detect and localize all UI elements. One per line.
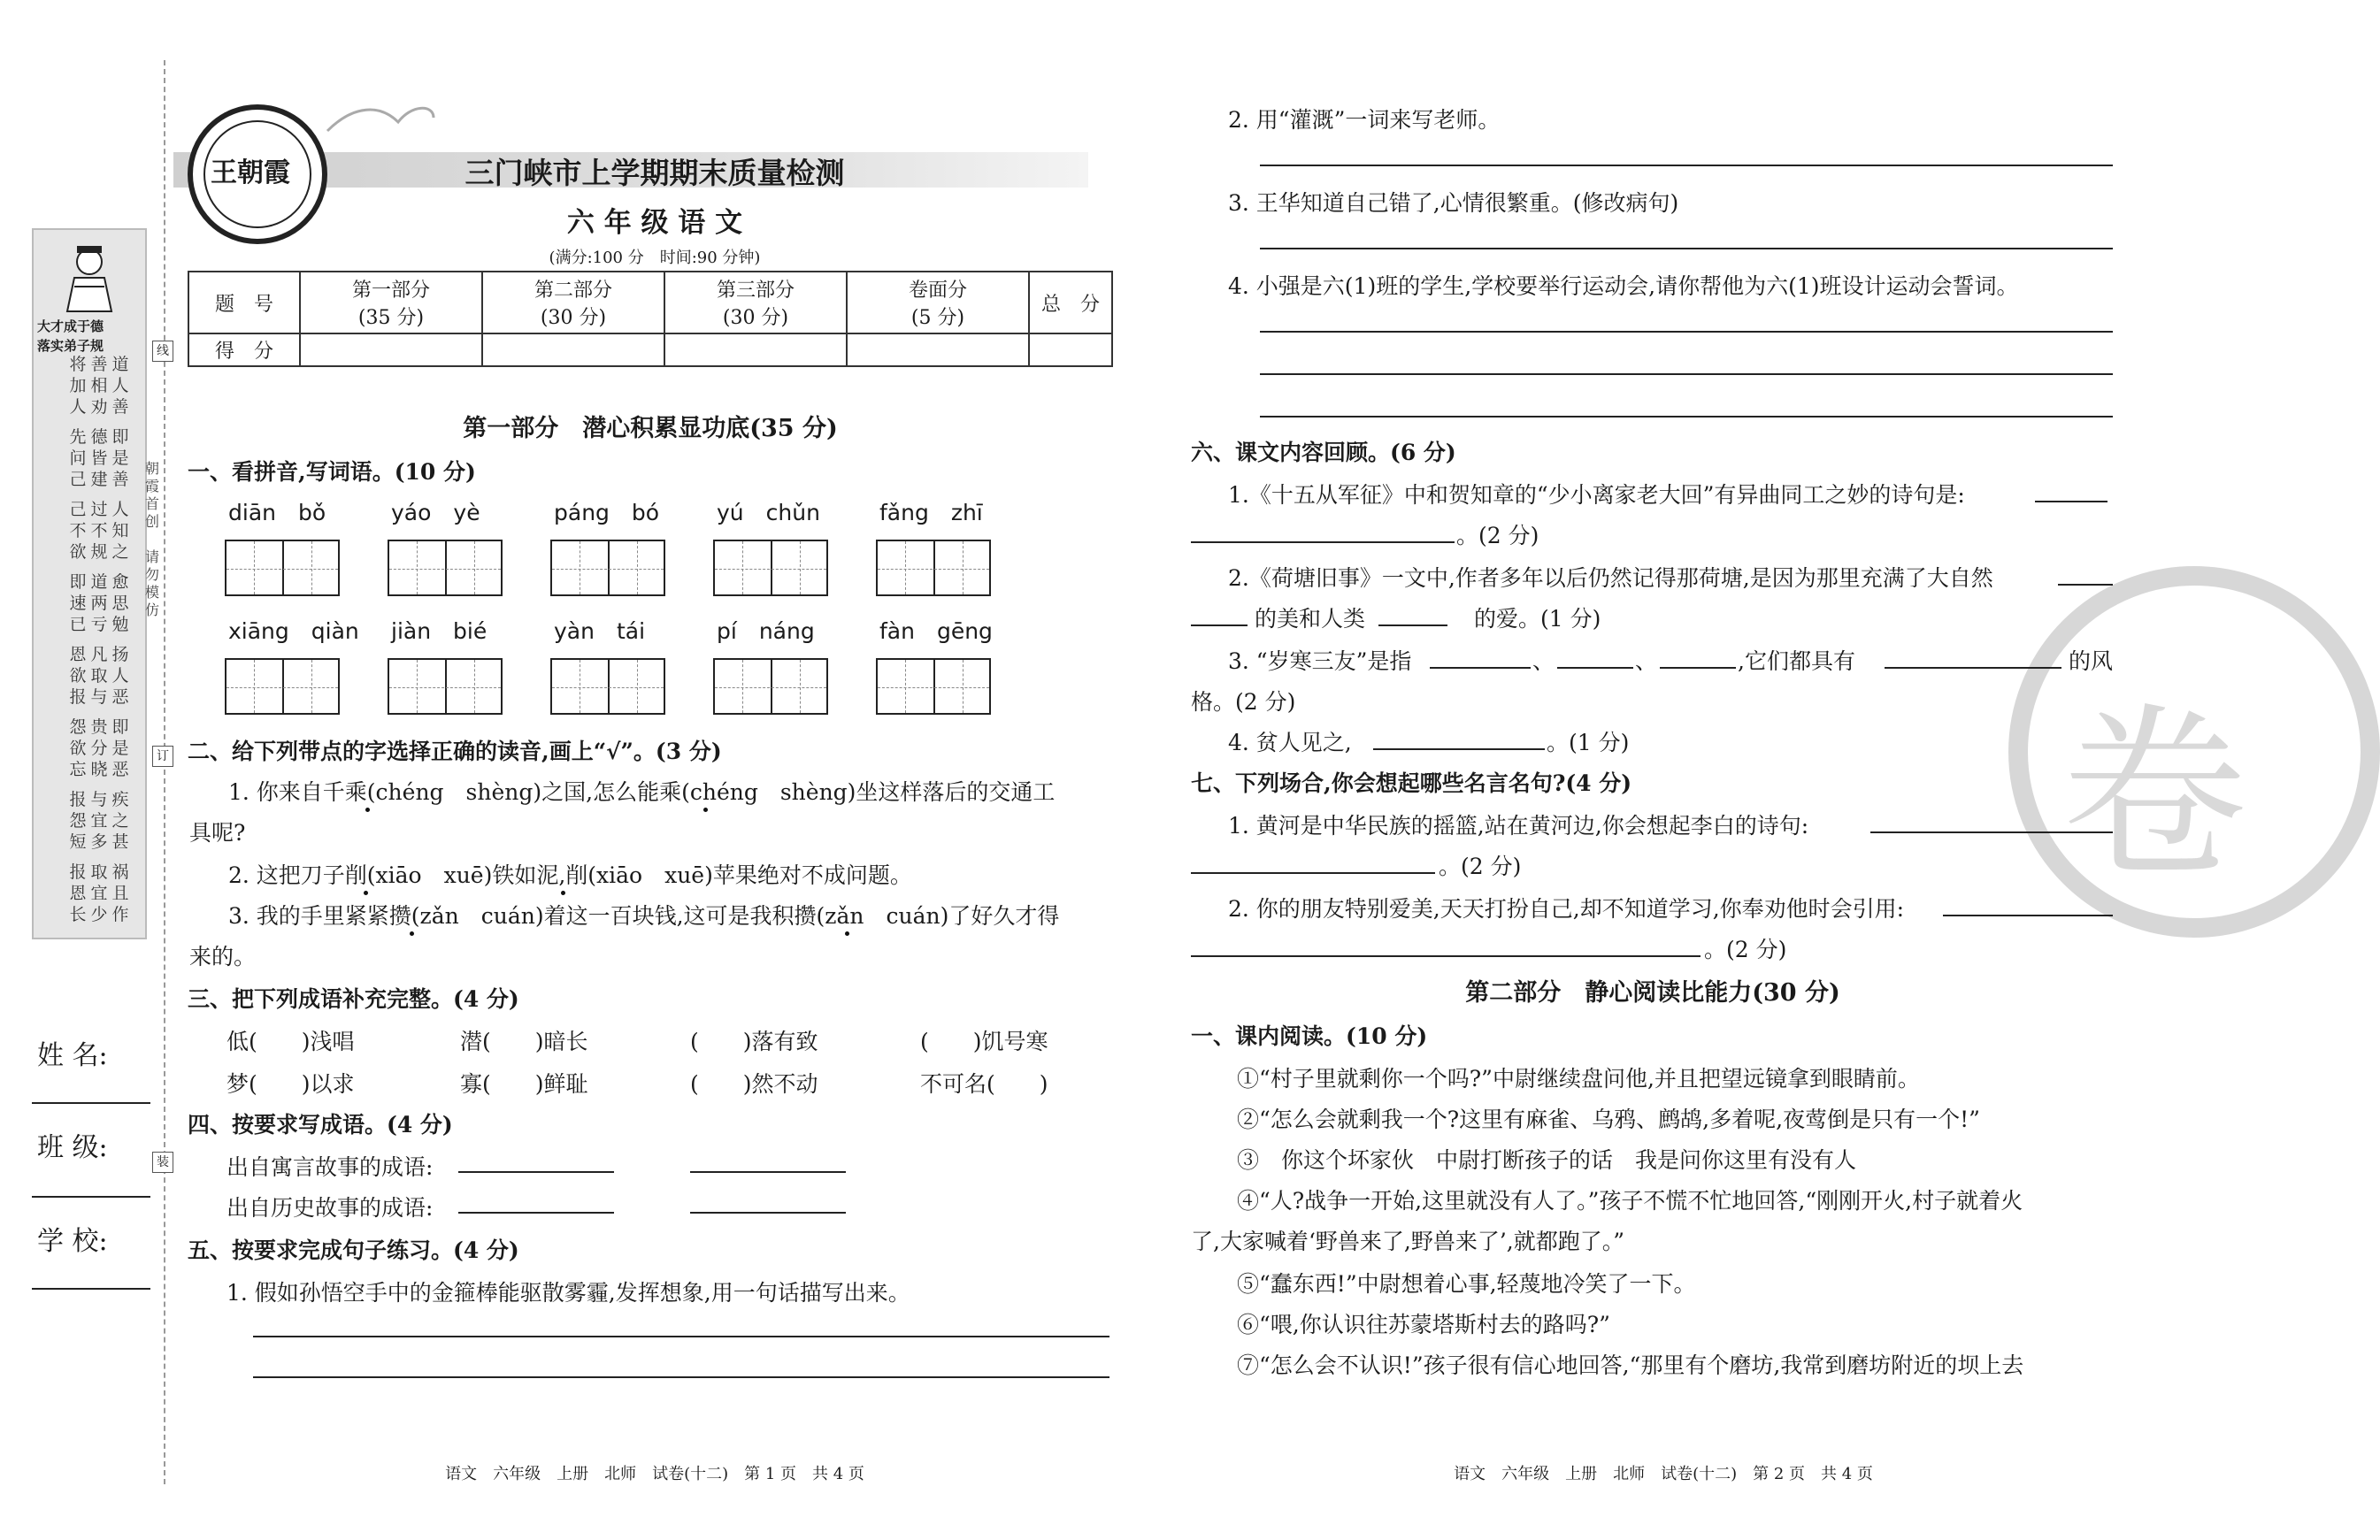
motto-caption-2: 落实弟子规 (37, 338, 104, 354)
name-field[interactable] (32, 1102, 150, 1104)
motto-panel (32, 228, 147, 939)
reading-paragraph: ①“村子里就剩你一个吗?”中尉继续盘问他,并且把望远镜拿到眼睛前。 (1237, 1066, 1920, 1092)
motto-text: 将加人 (69, 355, 87, 417)
pinyin-label: yàn tái (554, 618, 646, 644)
idiom-item: ( )落有致 (690, 1029, 818, 1054)
writing-grid[interactable] (225, 658, 340, 715)
score-cell[interactable] (482, 333, 664, 366)
answer-line[interactable] (458, 1212, 614, 1214)
ribbon-icon (319, 96, 442, 149)
reading-paragraph: 了,大家喊着‘野兽来了,野兽来了’,就都跑了。” (1191, 1229, 1625, 1254)
motto-text: 扬人恶 (111, 645, 129, 707)
cut-mark-1: 线 (152, 341, 173, 362)
answer-line[interactable] (1557, 667, 1633, 669)
motto-text: 德皆建 (90, 427, 108, 489)
section3-title: 三、把下列成语补充完整。(4 分) (188, 986, 519, 1012)
writing-grid[interactable] (713, 540, 828, 596)
motto-text: 过不规 (90, 500, 108, 562)
motto-text: 即是善 (111, 427, 129, 489)
answer-line[interactable] (253, 1336, 1109, 1337)
answer-line[interactable] (1260, 165, 2113, 166)
score-cell[interactable] (664, 333, 847, 366)
motto-text: 取宜少 (90, 862, 108, 924)
writing-grid[interactable] (225, 540, 340, 596)
reading-paragraph: ②“怎么会就剩我一个?这里有麻雀、乌鸦、鹧鸪,多着呢,夜莺倒是只有一个!” (1237, 1107, 1980, 1132)
answer-line[interactable] (690, 1171, 846, 1173)
pinyin-label: yáo yè (391, 500, 480, 525)
motto-text: 善相劝 (90, 355, 108, 417)
score-table (188, 271, 1113, 367)
idiom-item: 低( )浅唱 (226, 1029, 355, 1054)
reading-paragraph: ⑥“喂,你认识往苏蒙塔斯村去的路吗?” (1237, 1312, 1610, 1337)
name-label: 姓 名: (37, 1040, 108, 1071)
r-question-4: 4. 小强是六(1)班的学生,学校要举行运动会,请你帮他为六(1)班设计运动会誓词。 (1228, 273, 2019, 299)
answer-line[interactable] (1660, 667, 1736, 669)
writing-grid[interactable] (876, 540, 991, 596)
writing-grid[interactable] (550, 540, 665, 596)
s6-question-3: 3. “岁寒三友”是指 (1228, 648, 1412, 674)
s6-question-2-cont: 的美和人类 (1255, 606, 1366, 632)
pinyin-label: yú chǔn (717, 500, 820, 525)
score-cell[interactable] (1029, 333, 1112, 366)
motto-text: 祸且作 (111, 862, 129, 924)
exam-meta: (满分:100 分 时间:90 分钟) (549, 249, 761, 267)
answer-line[interactable] (1191, 624, 1248, 626)
idiom-item: ( )饥号寒 (920, 1029, 1048, 1054)
pinyin-label: xiāng qiàn (228, 618, 359, 644)
motto-text: 与宜多 (90, 790, 108, 852)
cut-mark-3: 装 (152, 1152, 173, 1173)
motto-text: 贵分晓 (90, 717, 108, 779)
section7-title: 七、下列场合,你会想起哪些名言名句?(4 分) (1191, 770, 1632, 796)
score-row-label: 得 分 (188, 333, 300, 366)
answer-line[interactable] (1378, 624, 1447, 626)
motto-text: 道人善 (111, 355, 129, 417)
school-label: 学 校: (37, 1226, 108, 1257)
section5-title: 五、按要求完成句子练习。(4 分) (188, 1237, 519, 1263)
section6-title: 六、课文内容回顾。(6 分) (1191, 440, 1456, 465)
answer-line[interactable] (1373, 748, 1545, 750)
motto-text: 恩欲报 (69, 645, 87, 707)
emphasis-dot (561, 891, 565, 895)
s6-question-4: 4. 贫人见之, (1228, 730, 1352, 755)
logo-text: 王朝霞 (211, 157, 290, 188)
s2-question-3: 3. 我的手里紧紧攒(zǎn cuán)着这一百块钱,这可是我积攒(zǎn cuán)了好久才得 (228, 903, 1060, 929)
separator-text: 、 (1532, 648, 1555, 674)
score-header-cell: 第三部分 (30 分) (664, 272, 847, 333)
answer-line[interactable] (253, 1376, 1109, 1378)
s7-question-2: 2. 你的朋友特别爱美,天天打扮自己,却不知道学习,你奉劝他时会引用: (1228, 896, 1905, 922)
pinyin-label: pí náng (717, 618, 815, 644)
emphasis-dot (703, 808, 708, 812)
motto-text: 报怨短 (69, 790, 87, 852)
watermark-seal-text: 卷 (2061, 686, 2248, 903)
answer-line[interactable] (1870, 831, 2113, 833)
motto-text: 凡取与 (90, 645, 108, 707)
footer-left: 语文 六年级 上册 北师 试卷(十二) 第 1 页 共 4 页 (445, 1465, 864, 1483)
reading-paragraph: ③ 你这个坏家伙 中尉打断孩子的话 我是问你这里有没有人 (1237, 1147, 1857, 1173)
answer-line[interactable] (458, 1171, 614, 1173)
writing-grid[interactable] (550, 658, 665, 715)
motto-text: 道两亏 (90, 572, 108, 634)
answer-line[interactable] (1191, 541, 1455, 543)
exam-subject: 六 年 级 语 文 (566, 207, 743, 239)
reading-title: 一、课内阅读。(10 分) (1191, 1023, 1428, 1049)
writing-grid[interactable] (388, 540, 503, 596)
s4-question-2: 出自历史故事的成语: (226, 1195, 434, 1221)
motto-text: 先问己 (69, 427, 87, 489)
s6-question-3-cont: 格。(2 分) (1191, 689, 1296, 715)
class-label: 班 级: (37, 1132, 108, 1163)
score-header-cell: 总 分 (1029, 272, 1112, 333)
score-header-cell: 题 号 (188, 272, 300, 333)
school-field[interactable] (32, 1288, 150, 1290)
side-note-1: 朝霞首创 (144, 460, 159, 530)
separator-text: 、 (1635, 648, 1658, 674)
answer-line[interactable] (1260, 248, 2113, 249)
writing-grid[interactable] (388, 658, 503, 715)
idiom-item: 潜( )暗长 (460, 1029, 588, 1054)
motto-text: 己不欲 (69, 500, 87, 562)
score-header-cell: 第二部分 (30 分) (482, 272, 664, 333)
pinyin-label: fàn gēng (879, 618, 993, 644)
emphasis-dot (365, 808, 370, 812)
answer-line[interactable] (2058, 584, 2113, 586)
answer-line[interactable] (1885, 667, 2061, 669)
motto-text: 怨欲忘 (69, 717, 87, 779)
motto-text: 即是恶 (111, 717, 129, 779)
answer-line[interactable] (1943, 915, 2113, 916)
motto-text: 即速已 (69, 572, 87, 634)
r-question-2: 2. 用“灌溉”一词来写老师。 (1228, 107, 1501, 133)
answer-line[interactable] (1260, 331, 2113, 333)
s6-question-1: 1.《十五从军征》中和贺知章的“少小离家老大回”有异曲同工之妙的诗句是: (1228, 482, 1965, 508)
s6-question-1-cont: 。(2 分) (1456, 523, 1539, 548)
s6-question-2: 2.《荷塘旧事》一文中,作者多年以后仍然记得那荷塘,是因为那里充满了大自然 (1228, 565, 1993, 591)
reading-paragraph: ⑦“怎么会不认识!”孩子很有信心地回答,“那里有个磨坊,我常到磨坊附近的坝上去 (1237, 1352, 2024, 1378)
answer-line[interactable] (1260, 416, 2113, 418)
idiom-item: 不可名( ) (920, 1071, 1048, 1097)
score-cell[interactable] (847, 333, 1029, 366)
reading-paragraph: ⑤“蠢东西!”中尉想着心事,轻蔑地冷笑了一下。 (1237, 1271, 1696, 1297)
s6-question-2-end: 的爱。(1 分) (1474, 606, 1601, 632)
s6-question-4-end: 。(1 分) (1547, 730, 1630, 755)
answer-line[interactable] (2035, 501, 2107, 502)
part1-heading: 第一部分 潜心积累显功底(35 分) (463, 415, 838, 442)
pinyin-label: jiàn bié (391, 618, 488, 644)
s4-question-1: 出自寓言故事的成语: (226, 1154, 434, 1180)
s6-question-3-end: 的风 (2069, 648, 2114, 674)
s7-question-1: 1. 黄河是中华民族的摇篮,站在黄河边,你会想起李白的诗句: (1228, 813, 1809, 839)
section4-title: 四、按要求写成语。(4 分) (188, 1112, 453, 1138)
s7-question-2-cont: 。(2 分) (1704, 937, 1787, 962)
score-cell[interactable] (300, 333, 482, 366)
answer-line[interactable] (1191, 955, 1701, 957)
s2-question-1: 1. 你来自千乘(chéng shèng)之国,怎么能乘(chéng shèng)坐这样落后的交通工 (228, 779, 1056, 805)
reading-paragraph: ④“人?战争一开始,这里就没有人了。”孩子不慌不忙地回答,“刚刚开火,村子就着火 (1237, 1188, 2023, 1214)
part2-heading: 第二部分 静心阅读比能力(30 分) (1465, 979, 1840, 1007)
section1-title: 一、看拼音,写词语。(10 分) (188, 459, 476, 485)
s2-question-2: 2. 这把刀子削(xiāo xuē)铁如泥,削(xiāo xuē)苹果绝对不成问题。 (228, 862, 912, 888)
side-note-2: 请勿模仿 (144, 548, 159, 618)
motto-text: 人知之 (111, 500, 129, 562)
s5-question-1: 1. 假如孙悟空手中的金箍棒能驱散雾霾,发挥想象,用一句话描写出来。 (226, 1280, 910, 1306)
answer-line[interactable] (1191, 872, 1435, 874)
footer-right: 语文 六年级 上册 北师 试卷(十二) 第 2 页 共 4 页 (1454, 1465, 1873, 1483)
idiom-item: 寡( )鲜耻 (460, 1071, 588, 1097)
s7-question-1-cont: 。(2 分) (1439, 854, 1522, 879)
score-header-cell: 卷面分 (5 分) (847, 272, 1029, 333)
s6-question-3-mid: ,它们都具有 (1738, 648, 1855, 674)
emphasis-dot (410, 931, 414, 936)
motto-caption-1: 大才成于德 (37, 318, 104, 334)
cut-mark-2: 订 (152, 746, 173, 767)
motto-text: 愈思勉 (111, 572, 129, 634)
emphasis-dot (364, 891, 368, 895)
motto-text: 报恩长 (69, 862, 87, 924)
score-header-cell: 第一部分 (35 分) (300, 272, 482, 333)
motto-text: 疾之甚 (111, 790, 129, 852)
r-question-3: 3. 王华知道自己错了,心情很繁重。(修改病句) (1228, 190, 1679, 216)
idiom-item: ( )然不动 (690, 1071, 818, 1097)
writing-grid[interactable] (713, 658, 828, 715)
writing-grid[interactable] (876, 658, 991, 715)
idiom-item: 梦( )以求 (226, 1071, 355, 1097)
s2-question-1-cont: 具呢? (189, 820, 246, 846)
section2-title: 二、给下列带点的字选择正确的读音,画上“√”。(3 分) (188, 739, 722, 764)
binding-line (164, 60, 165, 1484)
emphasis-dot (845, 931, 849, 936)
class-field[interactable] (32, 1196, 150, 1198)
answer-line[interactable] (1260, 373, 2113, 375)
pinyin-label: fǎng zhī (879, 500, 983, 525)
pinyin-label: páng bó (554, 500, 660, 525)
exam-title: 三门峡市上学期期末质量检测 (464, 156, 845, 190)
answer-line[interactable] (1430, 667, 1531, 669)
s2-question-3-cont: 来的。 (189, 944, 257, 969)
pinyin-label: diān bǒ (228, 500, 326, 525)
answer-line[interactable] (690, 1212, 846, 1214)
